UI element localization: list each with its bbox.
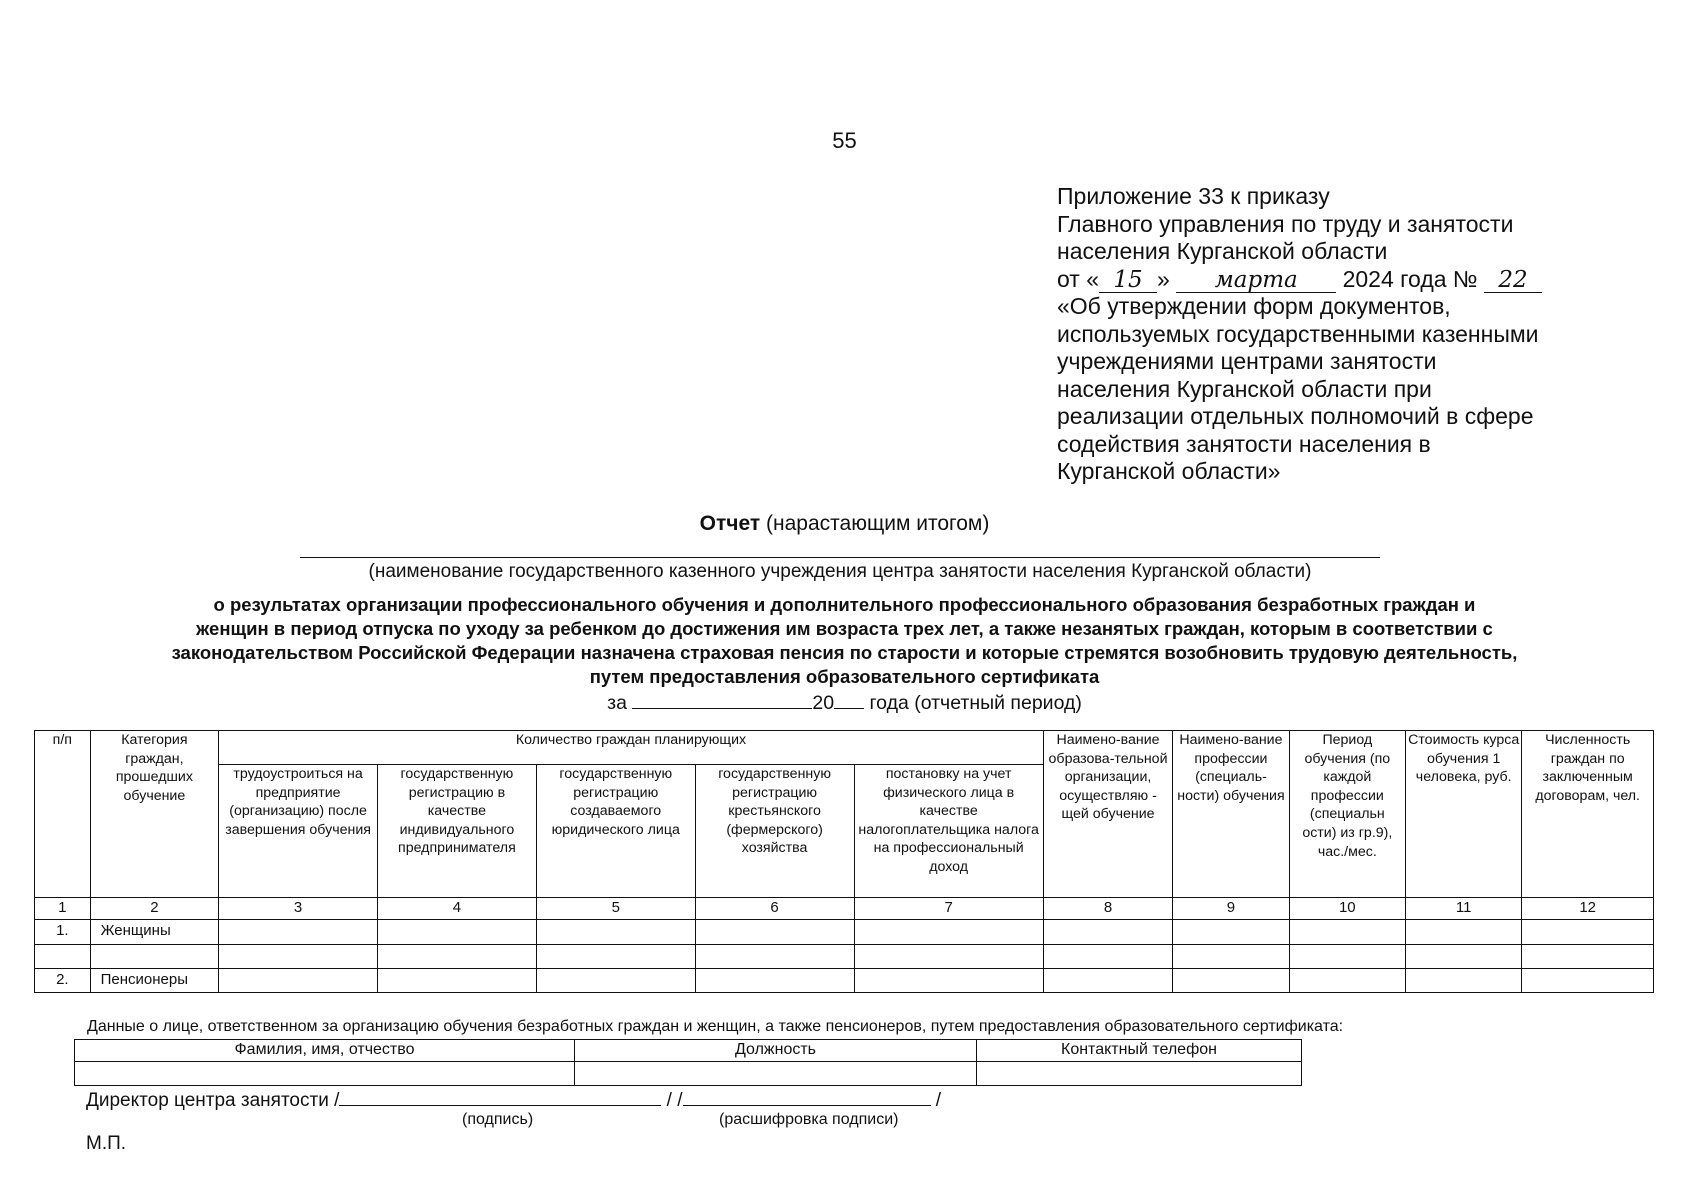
header-farm: государственную регистрацию крестьянского (фермерского) хозяйства [695, 765, 854, 898]
header-cost: Стоимость курса обучения 1 человека, руб. [1406, 731, 1522, 898]
table-cell[interactable] [854, 945, 1043, 969]
row-category: Женщины [90, 920, 219, 945]
table-cell[interactable] [854, 920, 1043, 945]
header-planning-group: Количество граждан планирующих [219, 731, 1044, 765]
signature-end-slash: / [935, 1090, 942, 1111]
signature-blank[interactable] [339, 1087, 661, 1106]
report-title [0, 512, 1689, 536]
signature-slashes: / / [666, 1090, 683, 1111]
table-cell[interactable] [536, 920, 695, 945]
header-position: Должность [575, 1040, 977, 1062]
table-cell[interactable] [695, 920, 854, 945]
header-num: п/п [35, 731, 91, 898]
header-category: Категория граждан, прошедших обучение [90, 731, 219, 898]
order-year-text: 2024 года № [1342, 265, 1478, 292]
header-period: Период обучения (по каждой профессии (специальн ости) из гр.9), час./мес. [1289, 731, 1405, 898]
appendix-block [1057, 183, 1657, 486]
stamp-placeholder: М.П. [86, 1133, 127, 1154]
column-number: 11 [1406, 898, 1522, 920]
column-number: 12 [1522, 898, 1654, 920]
table-cell[interactable] [1173, 920, 1289, 945]
reporting-period [0, 690, 1689, 715]
table-cell[interactable] [1173, 969, 1289, 993]
table-row [35, 969, 1654, 993]
header-phone: Контактный телефон [977, 1040, 1302, 1062]
column-number: 4 [377, 898, 536, 920]
table-cell[interactable] [377, 969, 536, 993]
table-cell[interactable] [854, 969, 1043, 993]
table-cell[interactable] [377, 920, 536, 945]
period-blank [632, 690, 812, 709]
report-subject [60, 593, 1629, 689]
header-entrepreneur: государственную регистрацию в качестве индивидуального предпринимателя [377, 765, 536, 898]
table-row [35, 920, 1654, 945]
handwritten-day: 15 [1099, 268, 1157, 293]
table-cell[interactable] [695, 969, 854, 993]
column-number: 10 [1289, 898, 1405, 920]
page-number: 55 [832, 128, 857, 153]
responsible-person-text: Данные о лице, ответственном за организацию обучения безработных граждан и женщин, а также пенсионеров, путем предоставления образовательного сертификата: [87, 1018, 1344, 1035]
org-name-fill-line [300, 557, 1380, 558]
table-cell[interactable] [1406, 920, 1522, 945]
period-prefix: за [607, 692, 627, 714]
header-contracts: Численность граждан по заключенным договорам, чел. [1522, 731, 1654, 898]
report-subject-line: о результатах организации профессионального обучения и дополнительного профессионального образования безработных граждан и [213, 594, 1476, 615]
header-legal-entity: государственную регистрацию создаваемого юридического лица [536, 765, 695, 898]
date-mid: » [1157, 265, 1170, 292]
order-title-line: Курганской области» [1057, 458, 1281, 484]
order-title-line: населения Курганской области при [1057, 375, 1432, 402]
order-title-line: реализации отдельных полномочий в сфере [1057, 403, 1534, 429]
row-num [35, 945, 91, 969]
report-title-rest: (нарастающим итогом) [760, 512, 990, 535]
full-name-cell[interactable] [75, 1062, 575, 1086]
appendix-line: Главного управления по труду и занятости [1057, 210, 1514, 237]
order-title-line: учреждениями центрами занятости [1057, 348, 1437, 374]
table-cell[interactable] [536, 969, 695, 993]
order-date-line [1057, 266, 1657, 294]
report-title-bold: Отчет [699, 512, 761, 535]
table-cell[interactable] [1406, 945, 1522, 969]
decode-blank[interactable] [683, 1087, 931, 1106]
column-number: 1 [35, 898, 91, 920]
table-cell[interactable] [377, 945, 536, 969]
table-cell[interactable] [1406, 969, 1522, 993]
table-cell[interactable] [1289, 920, 1405, 945]
table-cell[interactable] [1522, 920, 1654, 945]
table-cell[interactable] [1043, 920, 1173, 945]
report-subject-line: законодательством Российской Федерации назначена страховая пенсия по старости и которые стремятся возобновить трудовую деятельность, [171, 642, 1518, 663]
handwritten-month: марта [1176, 268, 1336, 293]
header-org-name: Наимено-вание образова-тельной организации, осуществляю - щей обучение [1043, 731, 1173, 898]
decode-caption: (расшифровка подписи) [719, 1111, 899, 1128]
director-signature-line [86, 1087, 941, 1112]
signature-caption: (подпись) [462, 1111, 534, 1128]
report-table [34, 730, 1654, 993]
column-number: 2 [90, 898, 219, 920]
table-cell[interactable] [1522, 969, 1654, 993]
row-category: Пенсионеры [90, 969, 219, 993]
phone-cell[interactable] [977, 1062, 1302, 1086]
row-category [90, 945, 219, 969]
table-cell[interactable] [219, 920, 378, 945]
row-num: 1. [35, 920, 91, 945]
table-cell[interactable] [695, 945, 854, 969]
report-subject-line: женщин в период отпуска по уходу за ребенком до достижения им возраста трех лет, а также незанятых граждан, которым в соответствии с [196, 618, 1493, 639]
column-number: 3 [219, 898, 378, 920]
position-cell[interactable] [575, 1062, 977, 1086]
header-employment: трудоустроиться на предприятие (организацию) после завершения обучения [219, 765, 378, 898]
appendix-line: Приложение 33 к приказу [1057, 183, 1330, 209]
header-full-name: Фамилия, имя, отчество [75, 1040, 575, 1062]
column-number: 9 [1173, 898, 1289, 920]
row-num: 2. [35, 969, 91, 993]
responsible-person-table [74, 1039, 1302, 1086]
responsible-data-row [75, 1062, 1302, 1086]
table-cell[interactable] [219, 969, 378, 993]
table-cell[interactable] [1522, 945, 1654, 969]
table-cell[interactable] [1289, 945, 1405, 969]
column-number: 7 [854, 898, 1043, 920]
director-label: Директор центра занятости / [86, 1090, 340, 1111]
table-cell[interactable] [1043, 969, 1173, 993]
order-title-line: содействия занятости населения в [1057, 430, 1431, 457]
order-title-line: «Об утверждении форм документов, [1057, 293, 1451, 319]
header-self-employed: постановку на учет физического лица в качестве налогоплательщика налога на профессиональный доход [854, 765, 1043, 898]
table-cell[interactable] [536, 945, 695, 969]
column-number: 6 [695, 898, 854, 920]
column-number: 5 [536, 898, 695, 920]
year-blank [834, 690, 864, 709]
org-name-caption: (наименование государственного казенного учреждения центра занятости населения Курганской области) [368, 561, 1312, 582]
date-prefix: от « [1057, 265, 1100, 292]
appendix-line: населения Курганской области [1057, 238, 1388, 264]
period-suffix: года (отчетный период) [869, 692, 1082, 714]
column-number-row [35, 898, 1654, 920]
table-cell[interactable] [1173, 945, 1289, 969]
table-row [35, 945, 1654, 969]
column-number: 8 [1043, 898, 1173, 920]
period-year: 20 [812, 692, 835, 714]
responsible-header-row [75, 1040, 1302, 1062]
header-profession: Наимено-вание профессии (специаль-ности) обучения [1173, 731, 1289, 898]
report-subject-line: путем предоставления образовательного сертификата [589, 666, 1100, 687]
table-cell[interactable] [1043, 945, 1173, 969]
table-cell[interactable] [219, 945, 378, 969]
header-row [35, 731, 1654, 765]
handwritten-order-number: 22 [1484, 268, 1542, 293]
table-cell[interactable] [1289, 969, 1405, 993]
order-title-line: используемых государственными казенными [1057, 320, 1539, 347]
